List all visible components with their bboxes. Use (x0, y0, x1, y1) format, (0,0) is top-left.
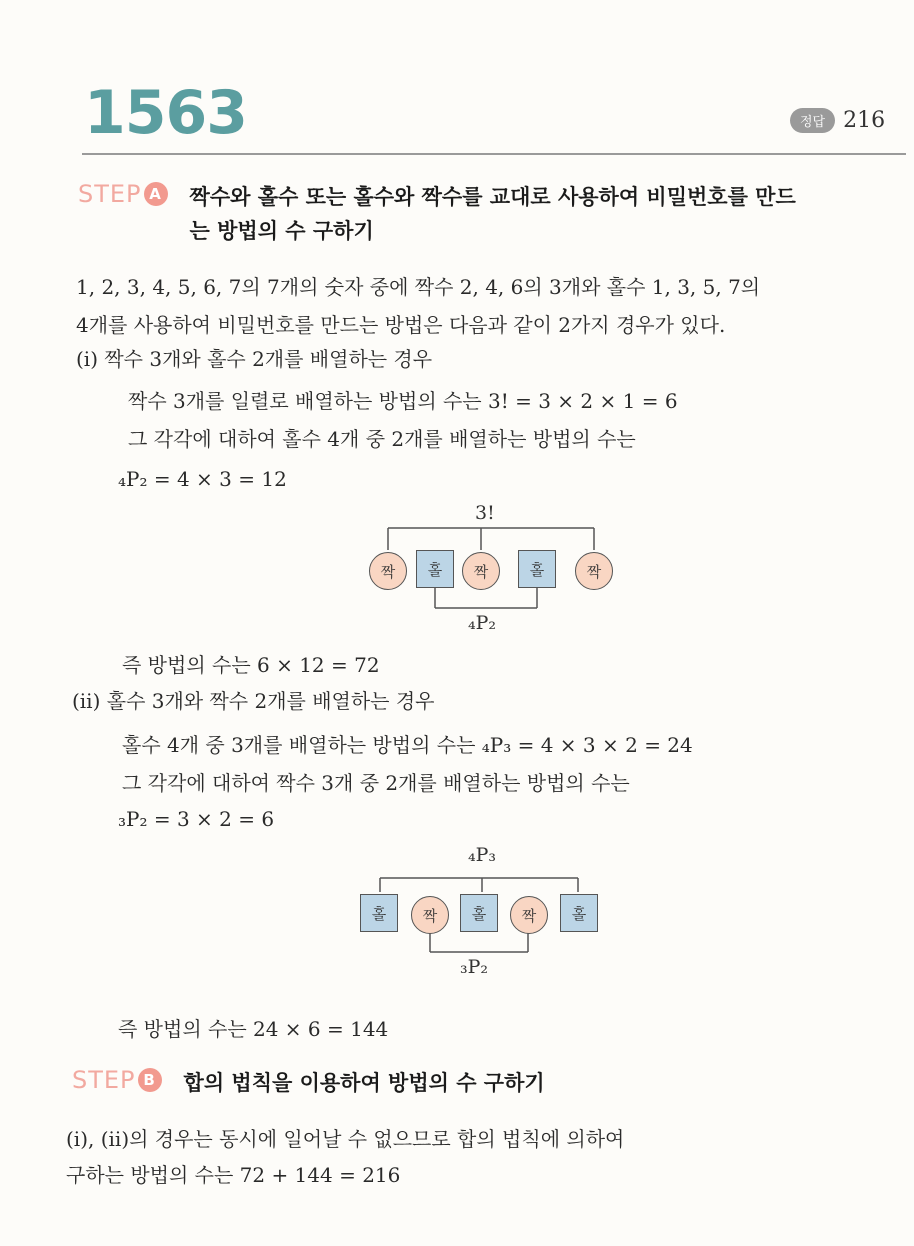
case-1-result: 즉 방법의 수는 6 × 12 = 72 (122, 653, 380, 677)
conclusion-line-1: (ⅰ), (ⅱ)의 경우는 동시에 일어날 수 없으므로 합의 법칙에 의하여 (66, 1127, 625, 1151)
step-a-letter-icon: A (144, 182, 168, 206)
case-2-line-1: 홀수 4개 중 3개를 배열하는 방법의 수는 ₄P₃ = 4 × 3 × 2 = 24 (122, 733, 693, 757)
case-2-line-3: ₃P₂ = 3 × 2 = 6 (118, 807, 275, 831)
arrangement-diagram-2 (350, 842, 610, 992)
case-2-line-2: 그 각각에 대하여 짝수 3개 중 2개를 배열하는 방법의 수는 (122, 771, 630, 795)
diagram-1-node-even: 짝 (369, 552, 407, 590)
conclusion-line-2: 구하는 방법의 수는 72 + 144 = 216 (66, 1163, 401, 1187)
diagram-1-bottom-label: ₄P₂ (468, 612, 497, 634)
diagram-1-top-label: 3! (475, 502, 495, 524)
diagram-2-node-odd: 홀 (460, 894, 498, 932)
step-a-title (190, 180, 796, 248)
case-1-heading: (ⅰ) 짝수 3개와 홀수 2개를 배열하는 경우 (76, 347, 433, 371)
diagram-1-node-odd: 홀 (518, 550, 556, 588)
intro-line-1: 1, 2, 3, 4, 5, 6, 7의 7개의 숫자 중에 짝수 2, 4, 6의 3개와 홀수 1, 3, 5, 7의 (76, 275, 761, 299)
case-2-heading: (ⅱ) 홀수 3개와 짝수 2개를 배열하는 경우 (72, 689, 435, 713)
step-a-title-line2: 는 방법의 수 구하기 (189, 219, 374, 243)
step-b-letter-icon: B (138, 1068, 162, 1092)
diagram-2-bottom-label: ₃P₂ (460, 956, 489, 978)
case-1-line-1: 짝수 3개를 일렬로 배열하는 방법의 수는 3! = 3 × 2 × 1 = 6 (128, 389, 678, 413)
diagram-2-node-even: 짝 (411, 896, 449, 934)
answer-badge: 정답 (790, 108, 835, 133)
problem-number: 1563 (84, 78, 247, 148)
diagram-1-node-even: 짝 (575, 552, 613, 590)
arrangement-diagram-1 (360, 500, 620, 650)
diagram-2-node-even: 짝 (510, 896, 548, 934)
diagram-2-top-label: ₄P₃ (468, 844, 497, 866)
step-b-title: 합의 법칙을 이용하여 방법의 수 구하기 (183, 1071, 545, 1095)
step-a-title-line1: 짝수와 홀수 또는 홀수와 짝수를 교대로 사용하여 비밀번호를 만드 (189, 185, 796, 209)
step-b-label (72, 1066, 162, 1094)
case-1-line-3: ₄P₂ = 4 × 3 = 12 (118, 467, 287, 491)
step-b-word: STEP (72, 1066, 136, 1094)
step-a-word: STEP (78, 180, 142, 208)
diagram-1-node-odd: 홀 (416, 550, 454, 588)
step-a-header (78, 180, 796, 248)
diagram-1-node-even: 짝 (462, 552, 500, 590)
case-2-result: 즉 방법의 수는 24 × 6 = 144 (118, 1017, 389, 1041)
intro-line-2: 4개를 사용하여 비밀번호를 만드는 방법은 다음과 같이 2가지 경우가 있다. (76, 313, 726, 337)
diagram-2-node-odd: 홀 (560, 894, 598, 932)
answer-box (790, 108, 885, 133)
step-b-header (72, 1066, 545, 1100)
answer-value: 216 (843, 108, 886, 133)
diagram-2-node-odd: 홀 (360, 894, 398, 932)
step-a-label (78, 180, 168, 208)
case-1-line-2: 그 각각에 대하여 홀수 4개 중 2개를 배열하는 방법의 수는 (128, 427, 636, 451)
header-divider (82, 153, 906, 155)
